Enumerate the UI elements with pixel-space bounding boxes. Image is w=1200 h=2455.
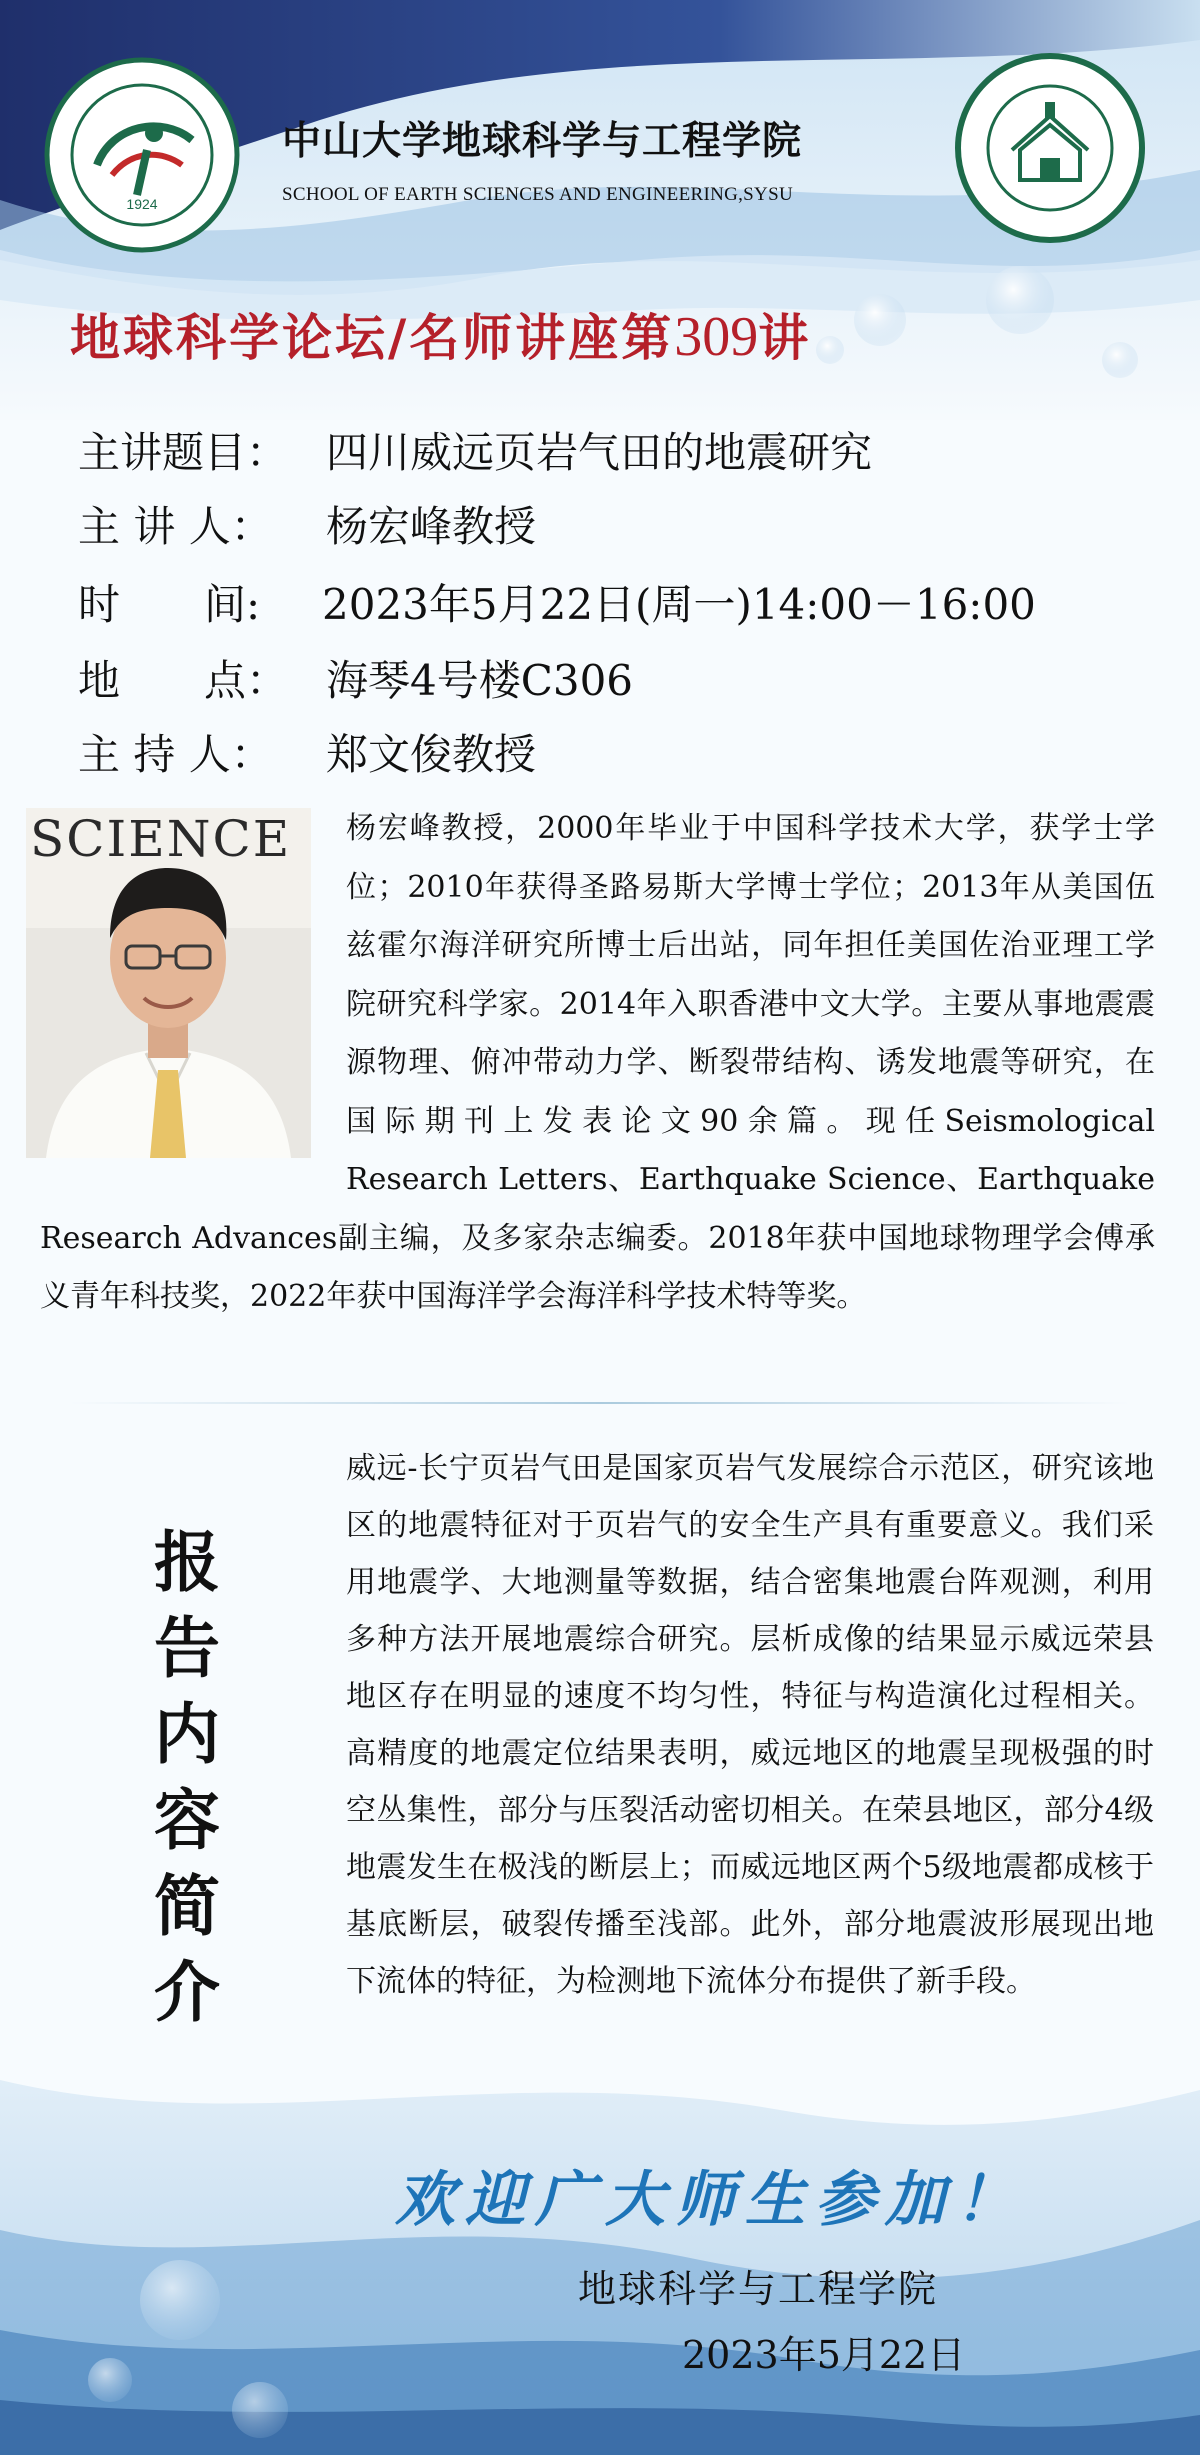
school-logo-icon [42, 55, 242, 255]
forum-title-number: 309 [674, 306, 759, 368]
info-value: 2023年5月22日(周一)14:00－16:00 [322, 580, 1036, 629]
info-value: 郑文俊教授 [326, 730, 537, 779]
school-logo-year: 1924 [126, 196, 158, 212]
title-char: 告 [154, 1610, 220, 1687]
title-char: 容 [154, 1782, 220, 1859]
forum-title [70, 298, 1150, 370]
info-speaker [78, 502, 537, 551]
info-value: 杨宏峰教授 [326, 502, 537, 551]
info-label: 时 间: [78, 580, 261, 629]
report-section-title [142, 1520, 232, 2036]
title-char: 简 [154, 1868, 220, 1945]
forum-title-suffix: 讲 [758, 309, 812, 367]
info-value: 四川威远页岩气田的地震研究 [326, 428, 873, 477]
photo-backdrop-text: SCIENCE [30, 810, 292, 868]
signature-date: 2023年5月22日 [682, 2333, 966, 2377]
title-char: 报 [154, 1524, 220, 1601]
section-divider [70, 1402, 1130, 1404]
title-char: 介 [154, 1954, 220, 2031]
school-name-en: SCHOOL OF EARTH SCIENCES AND ENGINEERING,SYSU [282, 184, 793, 205]
info-topic [78, 428, 873, 477]
info-label: 地 点： [78, 656, 289, 705]
photo-spacer [40, 800, 346, 1190]
info-label: 主 讲 人： [78, 502, 273, 551]
report-abstract: 威远-长宁页岩气田是国家页岩气发展综合示范区，研究该地区的地震特征对于页岩气的安全生产具有重要意义。我们采用地震学、大地测量等数据，结合密集地震台阵观测，利用多种方法开展地震综合研究。层析成像的结果显示威远荣县地区存在明显的速度不均匀性，特征与构造演化过程相关。高精度的地震定位结果表明，威远地区的地震呈现极强的时空丛集性，部分与压裂活动密切相关。在荣县地区，部分4级地震发生在极浅的断层上；而威远地区两个5级地震都成核于基底断层，破裂传播至浅部。此外，部分地震波形展现出地下流体的特征，为检测地下流体分布提供了新手段。 [346, 1451, 1154, 1999]
info-time [78, 580, 1036, 629]
organizer-signature: 地球科学与工程学院 [578, 2267, 939, 2311]
info-value: 海琴4号楼C306 [326, 656, 634, 705]
bio-text: 杨宏峰教授，2000年毕业于中国科学技术大学，获学士学位；2010年获得圣路易斯大学博士学位；2013年从美国伍兹霍尔海洋研究所博士后出站，同年担任美国佐治亚理工学院研究科学家。2014年入职香港中文大学。主要从事地震震源物理、俯冲带动力学、断裂带结构、诱发地震等研究，在国际期刊上发表论文90余篇。现任Seismological Research Letters、Earthquake Science、Earthquake Research Advances副主编，及多家杂志编委。2018年获中国地球物理学会傅承义青年科技奖，2022年获中国海洋学会海洋科学技术特等奖。 [40, 811, 1155, 1314]
welcome-message: 欢迎广大师生参加！ [395, 2165, 1025, 2235]
info-host [78, 730, 537, 779]
info-location [78, 656, 634, 705]
school-name-cn: 中山大学地球科学与工程学院 [282, 119, 803, 164]
speaker-bio [40, 800, 1155, 1327]
university-seal-icon [952, 50, 1148, 246]
info-label: 主 持 人： [78, 730, 273, 779]
info-label: 主讲题目： [78, 428, 289, 477]
forum-title-prefix: 地球科学论坛/名师讲座第 [70, 309, 675, 367]
title-char: 内 [154, 1696, 220, 1773]
